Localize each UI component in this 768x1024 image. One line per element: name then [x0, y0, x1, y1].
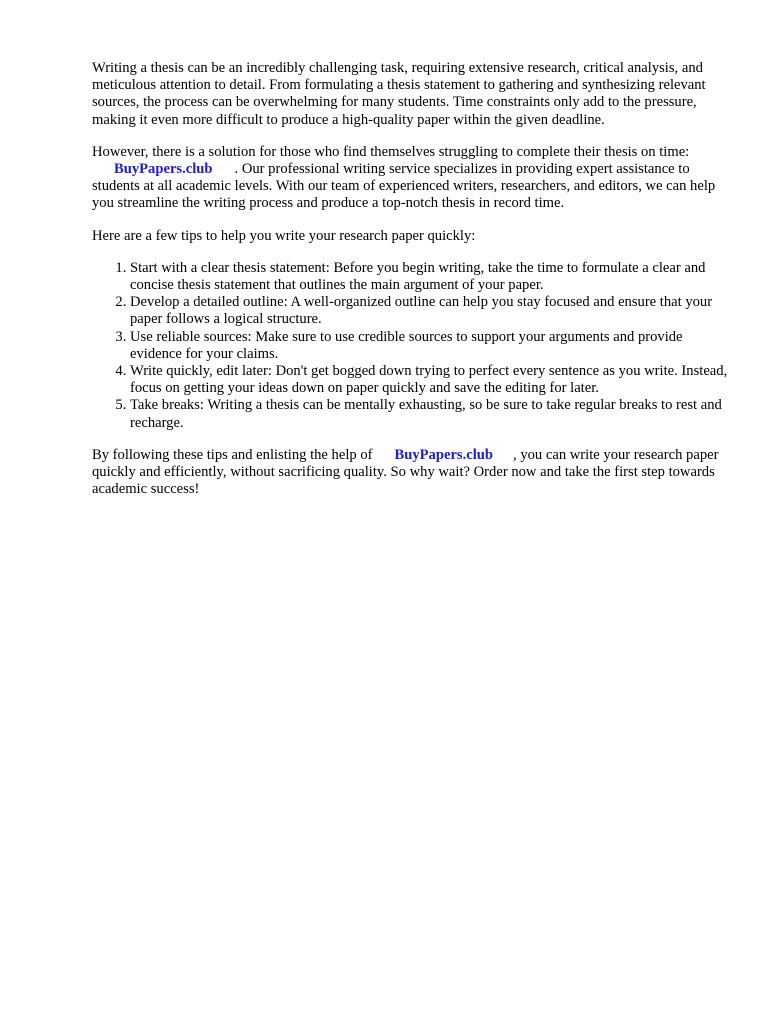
tips-intro: Here are a few tips to help you write your research paper quickly:	[92, 227, 476, 244]
closing-paragraph	[92, 447, 732, 499]
tip-item: 3. Use reliable sources: Make sure to use credible sources to support your arguments and provide evidence for your claims.	[130, 329, 732, 363]
closing-text-after: , you can write your research paper quickly and efficiently, without sacrificing quality. So why wait? Order now and take the first step towards academic success!	[92, 446, 719, 498]
tip-item: 4. Write quickly, edit later: Don't get bogged down trying to perfect every sentence as you write. Instead, focus on getting your ideas down on paper quickly and save the editing for later.	[130, 363, 732, 397]
solution-text-before: However, there is a solution for those who find themselves struggling to complete their thesis on time:	[92, 143, 690, 160]
tip-item: 2. Develop a detailed outline: A well-organized outline can help you stay focused and ensure that your paper follows a logical structure.	[130, 294, 732, 328]
tip-item: 1. Start with a clear thesis statement: Before you begin writing, take the time to formulate a clear and concise thesis statement that outlines the main argument of your paper.	[130, 260, 732, 294]
document-body	[92, 60, 732, 513]
intro-paragraph: Writing a thesis can be an incredibly challenging task, requiring extensive research, critical analysis, and meticulous attention to detail. From formulating a thesis statement to gathering and synthesizing relevant sources, the process can be overwhelming for many students. Time constraints only add to the pressure, making it even more difficult to produce a high-quality paper within the given deadline.	[92, 60, 706, 128]
tip-item: 5. Take breaks: Writing a thesis can be mentally exhausting, so be sure to take regular breaks to rest and recharge.	[130, 397, 732, 431]
closing-text-before: By following these tips and enlisting the help of	[92, 446, 373, 463]
solution-text-after: . Our professional writing service specializes in providing expert assistance to students at all academic levels. With our team of experienced writers, researchers, and editors, we can help you streamline the writing process and produce a top-notch thesis in record time.	[92, 161, 716, 212]
buypapers-link[interactable]: BuyPapers.club	[114, 161, 213, 178]
tips-list	[92, 260, 732, 432]
solution-paragraph	[92, 144, 732, 213]
buypapers-link-closing[interactable]: BuyPapers.club	[394, 446, 494, 463]
